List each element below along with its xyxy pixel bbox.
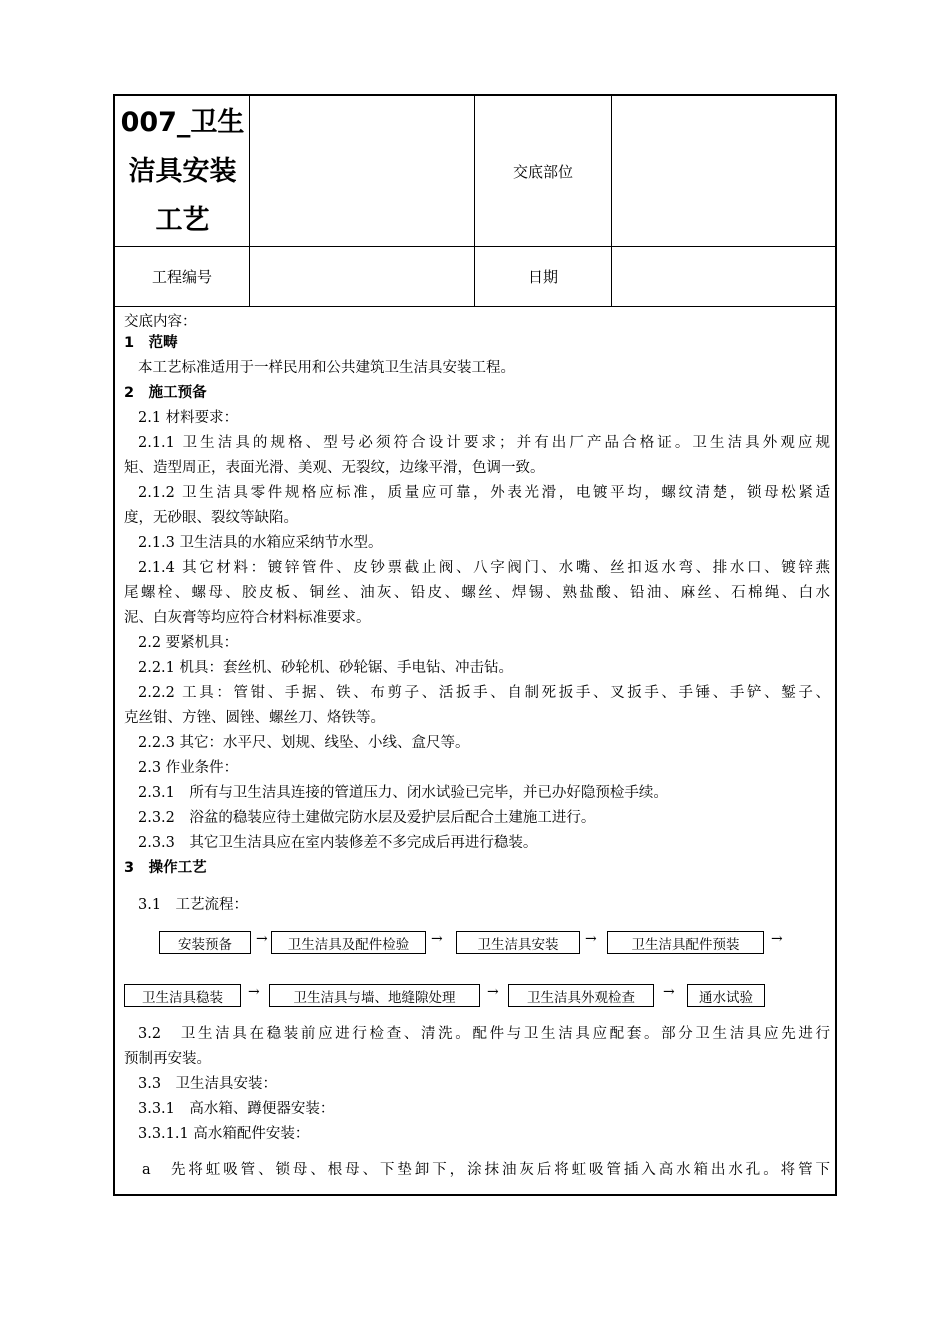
flow-arrow: →	[585, 931, 597, 947]
subheading: 3.3.1 高水箱、蹲便器安装：	[138, 1101, 335, 1117]
flow-arrow: →	[663, 984, 675, 1000]
flow-arrow: →	[771, 931, 783, 947]
paragraph: 2.1.4 其它材料：镀锌管件、皮钞票截止阀、八字阀门、水嘴、丝扣返水弯、排水口、镀锌燕	[138, 560, 830, 576]
subheading: 2.3 作业条件：	[138, 760, 239, 776]
title-line: 洁具安装	[128, 155, 237, 187]
intro-label: 交底内容：	[124, 314, 197, 330]
grid-line	[115, 306, 835, 307]
paragraph: 2.1.1 卫生洁具的规格、型号必须符合设计要求；并有出厂产品合格证。卫生洁具外观应规	[138, 435, 830, 451]
flow-arrow: →	[431, 931, 443, 947]
paragraph: 矩、造型周正，表面光滑、美观、无裂纹，边缘平滑，色调一致。	[124, 460, 545, 476]
flow-step: 卫生洁具与墙、地缝隙处理	[269, 984, 480, 1007]
flow-step: 安装预备	[159, 931, 251, 954]
location-value-cell	[250, 96, 474, 246]
subheading: 2.1 材料要求：	[138, 410, 239, 426]
date-value	[612, 247, 835, 306]
flow-arrow: →	[248, 984, 260, 1000]
flow-step: 卫生洁具外观检查	[508, 984, 654, 1007]
paragraph: 2.2.1 机具：套丝机、砂轮机、砂轮锯、手电钻、冲击钻。	[138, 660, 514, 676]
section-heading: 1 范畴	[124, 335, 178, 351]
paragraph: 本工艺标准适用于一样民用和公共建筑卫生洁具安装工程。	[138, 360, 515, 376]
location-label: 交底部位	[512, 162, 573, 181]
title-line: 007_卫生	[120, 106, 245, 138]
paragraph: 预制再安装。	[124, 1051, 211, 1067]
paragraph: 2.1.3 卫生洁具的水箱应采纳节水型。	[138, 535, 383, 551]
paragraph: 度，无砂眼、裂纹等缺陷。	[124, 510, 298, 526]
section-heading: 2 施工预备	[124, 385, 207, 401]
location-extra-cell	[612, 96, 835, 246]
flow-step: 通水试验	[687, 984, 765, 1007]
paragraph: 2.2.2 工具：管钳、手据、铁、布剪子、活扳手、自制死扳手、叉扳手、手锤、手铲、錾子、	[138, 685, 830, 701]
project-no-value	[250, 247, 474, 306]
flow-step: 卫生洁具安装	[456, 931, 580, 954]
paragraph: 2.3.2 浴盆的稳装应待土建做完防水层及爱护层后配合土建施工进行。	[138, 810, 596, 826]
subheading: 3.1 工艺流程：	[138, 897, 249, 913]
paragraph: 3.2 卫生洁具在稳装前应进行检查、清洗。配件与卫生洁具应配套。部分卫生洁具应先进行	[138, 1026, 830, 1042]
document-title	[115, 96, 250, 246]
subheading: 3.3.1.1 高水箱配件安装：	[138, 1126, 310, 1142]
paragraph: 2.3.1 所有与卫生洁具连接的管道压力、闭水试验已完毕，并已办好隐预检手续。	[138, 785, 668, 801]
paragraph: 2.3.3 其它卫生洁具应在室内装修差不多完成后再进行稳装。	[138, 835, 538, 851]
paragraph: 2.1.2 卫生洁具零件规格应标准，质量应可靠，外表光滑，电镀平均，螺纹清楚，锁母松紧适	[138, 485, 830, 501]
flow-step: 卫生洁具及配件检验	[271, 931, 426, 954]
date-label: 日期	[527, 268, 558, 286]
flow-arrow: →	[256, 931, 268, 947]
project-no-label: 工程编号	[151, 268, 212, 286]
paragraph: 泥、白灰膏等均应符合材料标准要求。	[124, 610, 371, 626]
paragraph: 克丝钳、方锉、圆锉、螺丝刀、烙铁等。	[124, 710, 385, 726]
flow-step: 卫生洁具配件预装	[607, 931, 764, 954]
paragraph: a 先将虹吸管、锁母、根母、下垫卸下，涂抹油灰后将虹吸管插入高水箱出水孔。将管下	[142, 1162, 830, 1178]
paragraph: 2.2.3 其它：水平尺、划规、线坠、小线、盒尺等。	[138, 735, 470, 751]
flow-arrow: →	[487, 984, 499, 1000]
paragraph: 尾螺栓、螺母、胶皮板、铜丝、油灰、铅皮、螺丝、焊锡、熟盐酸、铅油、麻丝、石棉绳、白水	[124, 585, 830, 601]
flow-step: 卫生洁具稳装	[124, 984, 241, 1007]
subheading: 3.3 卫生洁具安装：	[138, 1076, 278, 1092]
subheading: 2.2 要紧机具：	[138, 635, 239, 651]
section-heading: 3 操作工艺	[124, 860, 207, 876]
title-line: 工艺	[155, 204, 210, 236]
form-table	[113, 94, 837, 1196]
